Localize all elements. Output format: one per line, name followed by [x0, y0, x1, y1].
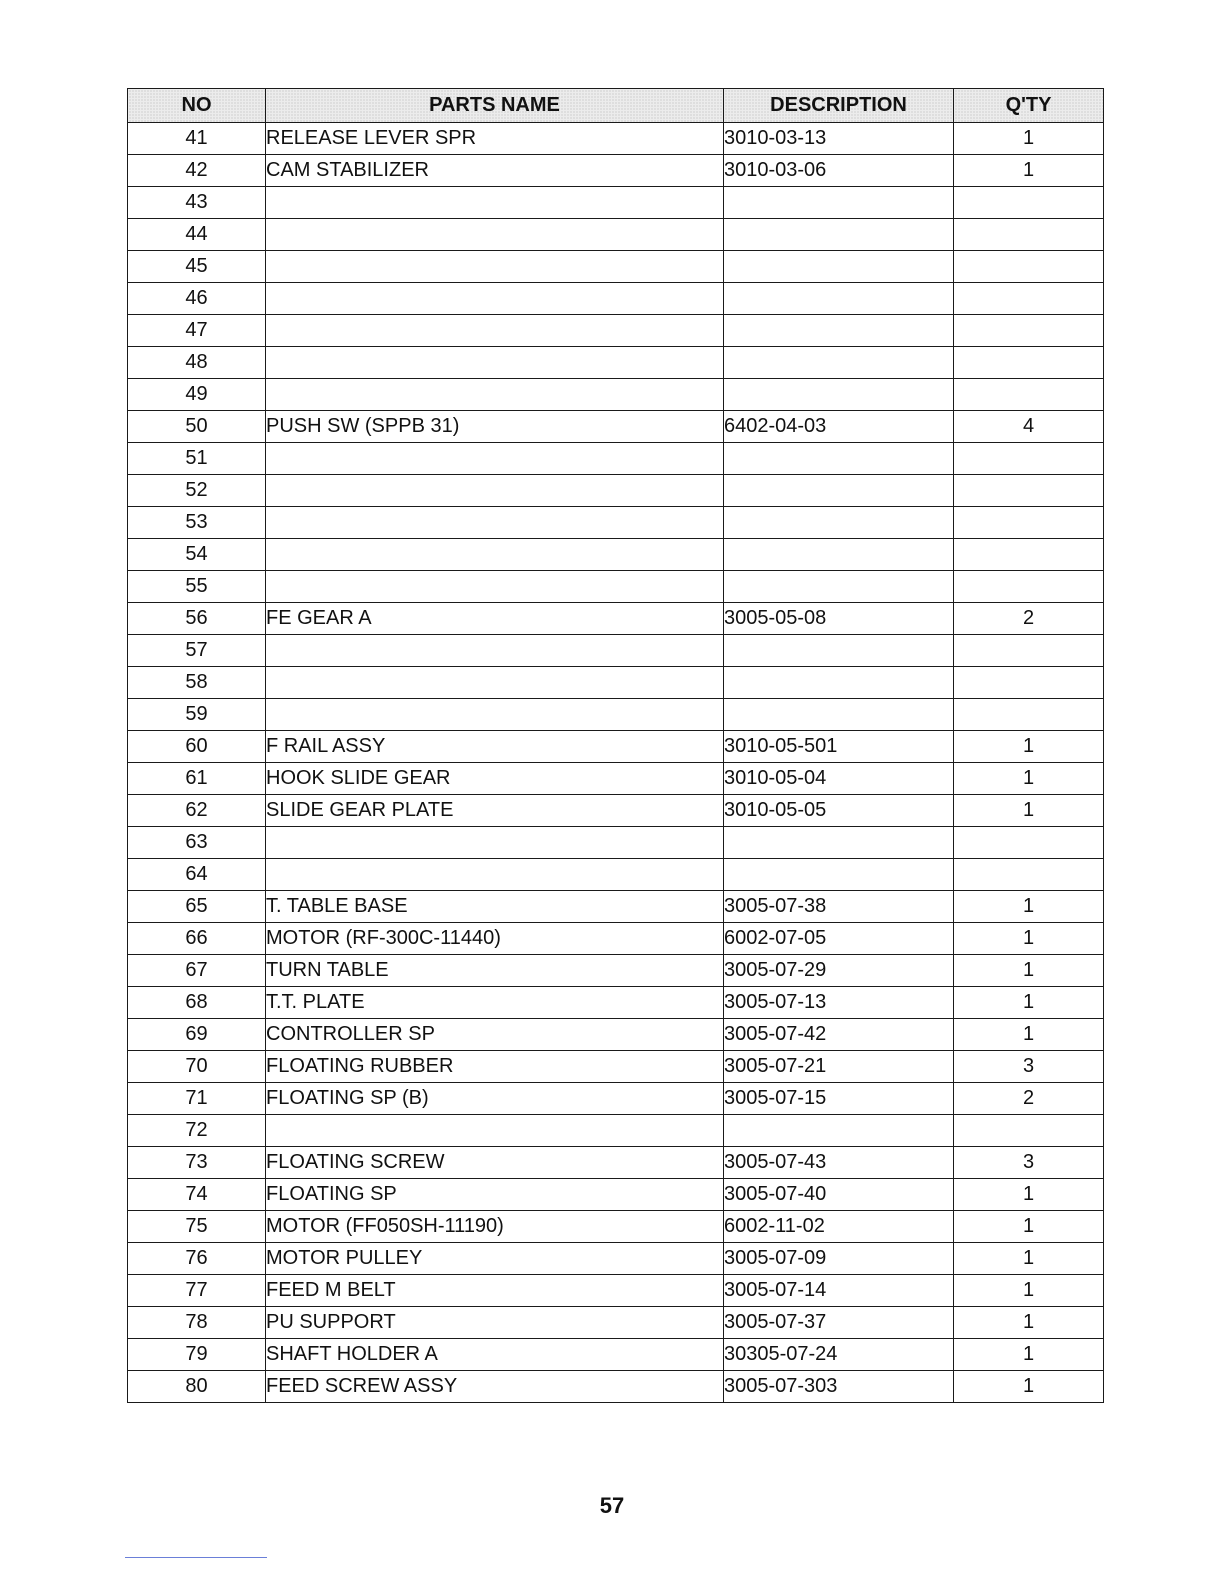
row-no-cell: 72: [128, 1115, 266, 1147]
row-description-cell: 3005-07-21: [724, 1051, 954, 1083]
row-parts-name-cell: F RAIL ASSY: [266, 731, 724, 763]
row-description-cell: 3005-07-14: [724, 1275, 954, 1307]
row-qty-cell: [954, 251, 1104, 283]
row-no-cell: 51: [128, 443, 266, 475]
header-no: NO: [128, 89, 266, 123]
row-parts-name-cell: [266, 507, 724, 539]
row-description-cell: [724, 379, 954, 411]
row-parts-name-cell: [266, 347, 724, 379]
row-description-cell: 30305-07-24: [724, 1339, 954, 1371]
row-qty-cell: 1: [954, 1243, 1104, 1275]
row-description-cell: [724, 347, 954, 379]
row-qty-cell: [954, 859, 1104, 891]
row-no-cell: 52: [128, 475, 266, 507]
row-description-cell: [724, 859, 954, 891]
row-no-cell: 47: [128, 315, 266, 347]
row-description-cell: 3005-07-303: [724, 1371, 954, 1403]
row-no-cell: 79: [128, 1339, 266, 1371]
row-no-cell: 65: [128, 891, 266, 923]
row-description-cell: [724, 539, 954, 571]
row-qty-cell: [954, 315, 1104, 347]
row-parts-name-cell: FLOATING SP (B): [266, 1083, 724, 1115]
table-row: [128, 891, 1104, 923]
row-description-cell: [724, 251, 954, 283]
row-qty-cell: 3: [954, 1051, 1104, 1083]
table-row: [128, 603, 1104, 635]
row-description-cell: [724, 187, 954, 219]
table-row: [128, 1339, 1104, 1371]
row-description-cell: [724, 219, 954, 251]
row-qty-cell: 1: [954, 987, 1104, 1019]
row-parts-name-cell: [266, 539, 724, 571]
row-no-cell: 49: [128, 379, 266, 411]
row-description-cell: 3005-07-43: [724, 1147, 954, 1179]
table-row: [128, 283, 1104, 315]
row-no-cell: 70: [128, 1051, 266, 1083]
table-row: [128, 411, 1104, 443]
header-description: DESCRIPTION: [724, 89, 954, 123]
row-parts-name-cell: FLOATING SP: [266, 1179, 724, 1211]
table-row: [128, 827, 1104, 859]
row-qty-cell: 1: [954, 1019, 1104, 1051]
table-row: [128, 315, 1104, 347]
row-no-cell: 80: [128, 1371, 266, 1403]
row-no-cell: 78: [128, 1307, 266, 1339]
table-row: [128, 443, 1104, 475]
table-row: [128, 923, 1104, 955]
table-row: [128, 219, 1104, 251]
row-description-cell: 3005-05-08: [724, 603, 954, 635]
header-qty: Q'TY: [954, 89, 1104, 123]
table-row: [128, 1179, 1104, 1211]
row-no-cell: 68: [128, 987, 266, 1019]
row-no-cell: 74: [128, 1179, 266, 1211]
row-no-cell: 63: [128, 827, 266, 859]
row-no-cell: 44: [128, 219, 266, 251]
table-row: [128, 955, 1104, 987]
row-no-cell: 73: [128, 1147, 266, 1179]
row-qty-cell: [954, 347, 1104, 379]
table-row: [128, 731, 1104, 763]
row-qty-cell: [954, 379, 1104, 411]
row-qty-cell: 1: [954, 763, 1104, 795]
row-parts-name-cell: [266, 827, 724, 859]
row-no-cell: 57: [128, 635, 266, 667]
row-description-cell: [724, 1115, 954, 1147]
row-parts-name-cell: PU SUPPORT: [266, 1307, 724, 1339]
parts-list-sheet: [127, 88, 1103, 1403]
table-row: [128, 507, 1104, 539]
row-parts-name-cell: [266, 859, 724, 891]
row-qty-cell: 1: [954, 123, 1104, 155]
row-no-cell: 64: [128, 859, 266, 891]
header-parts-name: PARTS NAME: [266, 89, 724, 123]
row-parts-name-cell: FLOATING RUBBER: [266, 1051, 724, 1083]
table-row: [128, 251, 1104, 283]
row-description-cell: [724, 635, 954, 667]
row-qty-cell: [954, 827, 1104, 859]
row-description-cell: 3010-03-06: [724, 155, 954, 187]
row-no-cell: 67: [128, 955, 266, 987]
row-description-cell: 3005-07-42: [724, 1019, 954, 1051]
parts-table-body: [128, 123, 1104, 1403]
row-qty-cell: [954, 283, 1104, 315]
row-description-cell: 3005-07-40: [724, 1179, 954, 1211]
row-qty-cell: 1: [954, 1339, 1104, 1371]
row-description-cell: 3005-07-13: [724, 987, 954, 1019]
row-parts-name-cell: CONTROLLER SP: [266, 1019, 724, 1051]
row-parts-name-cell: FE GEAR A: [266, 603, 724, 635]
row-no-cell: 54: [128, 539, 266, 571]
row-parts-name-cell: FLOATING SCREW: [266, 1147, 724, 1179]
row-qty-cell: [954, 443, 1104, 475]
row-qty-cell: [954, 187, 1104, 219]
row-no-cell: 56: [128, 603, 266, 635]
row-no-cell: 42: [128, 155, 266, 187]
table-row: [128, 1275, 1104, 1307]
row-qty-cell: 1: [954, 795, 1104, 827]
row-parts-name-cell: [266, 219, 724, 251]
row-description-cell: [724, 667, 954, 699]
row-qty-cell: 1: [954, 923, 1104, 955]
row-no-cell: 69: [128, 1019, 266, 1051]
row-no-cell: 62: [128, 795, 266, 827]
row-qty-cell: 3: [954, 1147, 1104, 1179]
table-row: [128, 347, 1104, 379]
row-parts-name-cell: MOTOR PULLEY: [266, 1243, 724, 1275]
row-parts-name-cell: [266, 699, 724, 731]
row-parts-name-cell: [266, 635, 724, 667]
row-no-cell: 66: [128, 923, 266, 955]
row-description-cell: 3010-05-501: [724, 731, 954, 763]
row-qty-cell: 4: [954, 411, 1104, 443]
row-qty-cell: [954, 475, 1104, 507]
table-row: [128, 667, 1104, 699]
row-qty-cell: [954, 1115, 1104, 1147]
row-qty-cell: 2: [954, 603, 1104, 635]
table-row: [128, 1019, 1104, 1051]
header-row: [128, 89, 1104, 123]
row-parts-name-cell: SLIDE GEAR PLATE: [266, 795, 724, 827]
table-row: [128, 795, 1104, 827]
table-row: [128, 763, 1104, 795]
table-row: [128, 379, 1104, 411]
row-qty-cell: [954, 507, 1104, 539]
row-parts-name-cell: [266, 1115, 724, 1147]
row-parts-name-cell: [266, 283, 724, 315]
table-row: [128, 1147, 1104, 1179]
table-row: [128, 1307, 1104, 1339]
row-no-cell: 41: [128, 123, 266, 155]
row-description-cell: 3010-03-13: [724, 123, 954, 155]
row-parts-name-cell: [266, 571, 724, 603]
row-description-cell: 3005-07-15: [724, 1083, 954, 1115]
row-qty-cell: [954, 635, 1104, 667]
row-parts-name-cell: [266, 315, 724, 347]
row-qty-cell: 1: [954, 955, 1104, 987]
row-parts-name-cell: [266, 379, 724, 411]
row-qty-cell: 1: [954, 1211, 1104, 1243]
row-description-cell: [724, 475, 954, 507]
row-parts-name-cell: TURN TABLE: [266, 955, 724, 987]
row-description-cell: 3005-07-37: [724, 1307, 954, 1339]
row-qty-cell: [954, 539, 1104, 571]
row-description-cell: 6002-07-05: [724, 923, 954, 955]
row-parts-name-cell: MOTOR (FF050SH-11190): [266, 1211, 724, 1243]
row-qty-cell: 1: [954, 891, 1104, 923]
table-row: [128, 1115, 1104, 1147]
table-row: [128, 1211, 1104, 1243]
table-row: [128, 155, 1104, 187]
row-no-cell: 46: [128, 283, 266, 315]
row-description-cell: 3010-05-05: [724, 795, 954, 827]
row-description-cell: [724, 283, 954, 315]
table-row: [128, 859, 1104, 891]
table-row: [128, 699, 1104, 731]
table-row: [128, 1371, 1104, 1403]
table-row: [128, 1083, 1104, 1115]
row-parts-name-cell: HOOK SLIDE GEAR: [266, 763, 724, 795]
row-no-cell: 58: [128, 667, 266, 699]
row-no-cell: 55: [128, 571, 266, 603]
row-qty-cell: [954, 699, 1104, 731]
table-row: [128, 1243, 1104, 1275]
row-description-cell: [724, 571, 954, 603]
row-description-cell: [724, 699, 954, 731]
row-parts-name-cell: FEED SCREW ASSY: [266, 1371, 724, 1403]
table-row: [128, 571, 1104, 603]
row-parts-name-cell: [266, 187, 724, 219]
row-no-cell: 59: [128, 699, 266, 731]
row-qty-cell: [954, 571, 1104, 603]
row-qty-cell: 1: [954, 731, 1104, 763]
row-qty-cell: 1: [954, 155, 1104, 187]
row-description-cell: 6402-04-03: [724, 411, 954, 443]
row-qty-cell: 1: [954, 1275, 1104, 1307]
row-parts-name-cell: PUSH SW (SPPB 31): [266, 411, 724, 443]
row-no-cell: 75: [128, 1211, 266, 1243]
row-description-cell: [724, 443, 954, 475]
row-no-cell: 60: [128, 731, 266, 763]
row-qty-cell: 1: [954, 1371, 1104, 1403]
table-row: [128, 987, 1104, 1019]
table-row: [128, 1051, 1104, 1083]
row-description-cell: 6002-11-02: [724, 1211, 954, 1243]
row-qty-cell: 2: [954, 1083, 1104, 1115]
row-description-cell: 3010-05-04: [724, 763, 954, 795]
row-parts-name-cell: [266, 475, 724, 507]
row-parts-name-cell: SHAFT HOLDER A: [266, 1339, 724, 1371]
row-qty-cell: 1: [954, 1307, 1104, 1339]
row-parts-name-cell: MOTOR (RF-300C-11440): [266, 923, 724, 955]
table-row: [128, 539, 1104, 571]
row-parts-name-cell: [266, 667, 724, 699]
row-parts-name-cell: RELEASE LEVER SPR: [266, 123, 724, 155]
row-no-cell: 45: [128, 251, 266, 283]
row-no-cell: 48: [128, 347, 266, 379]
parts-table: [127, 88, 1104, 1403]
footer-rule: [125, 1557, 267, 1558]
row-parts-name-cell: CAM STABILIZER: [266, 155, 724, 187]
row-description-cell: 3005-07-29: [724, 955, 954, 987]
row-no-cell: 71: [128, 1083, 266, 1115]
row-qty-cell: 1: [954, 1179, 1104, 1211]
row-qty-cell: [954, 219, 1104, 251]
row-parts-name-cell: [266, 251, 724, 283]
table-row: [128, 187, 1104, 219]
row-description-cell: 3005-07-09: [724, 1243, 954, 1275]
row-description-cell: [724, 827, 954, 859]
table-row: [128, 123, 1104, 155]
row-description-cell: [724, 315, 954, 347]
row-qty-cell: [954, 667, 1104, 699]
row-no-cell: 77: [128, 1275, 266, 1307]
row-no-cell: 53: [128, 507, 266, 539]
table-row: [128, 475, 1104, 507]
row-parts-name-cell: T.T. PLATE: [266, 987, 724, 1019]
row-description-cell: 3005-07-38: [724, 891, 954, 923]
row-no-cell: 43: [128, 187, 266, 219]
row-parts-name-cell: [266, 443, 724, 475]
row-parts-name-cell: FEED M BELT: [266, 1275, 724, 1307]
row-description-cell: [724, 507, 954, 539]
table-row: [128, 635, 1104, 667]
row-no-cell: 50: [128, 411, 266, 443]
row-parts-name-cell: T. TABLE BASE: [266, 891, 724, 923]
row-no-cell: 76: [128, 1243, 266, 1275]
page-number: 57: [599, 1493, 625, 1518]
row-no-cell: 61: [128, 763, 266, 795]
